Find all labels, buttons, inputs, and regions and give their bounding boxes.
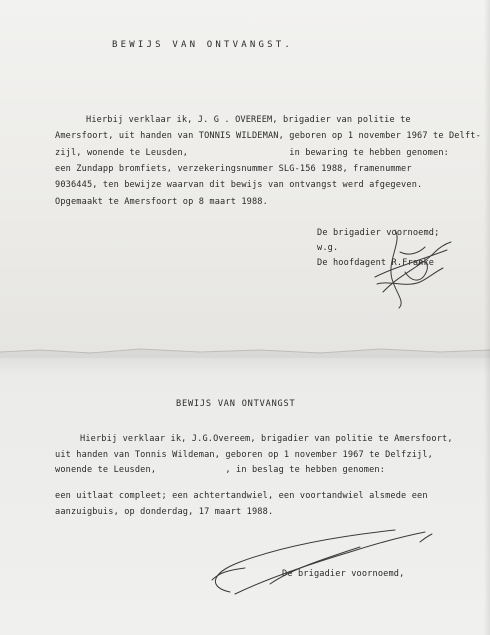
body-line: Opgemaakt te Amersfoort op 8 maart 1988. xyxy=(55,197,268,207)
signature-label: De hoofdagent R.Franke xyxy=(317,258,435,268)
body-line: wonende te Leusden, , in beslag te hebben genomen: xyxy=(55,465,386,475)
body-line: een Zundapp bromfiets, verzekeringsnummer SLG-156 1988, framenummer xyxy=(55,164,412,174)
handwritten-signature-bottom xyxy=(200,522,440,602)
body-line: zijl, wonende te Leusden, in bewaring te hebben genomen: xyxy=(55,148,449,158)
body-line: een uitlaat compleet; een achtertandwiel, een voortandwiel alsmede een xyxy=(55,491,428,501)
page-title: BEWIJS VAN ONTVANGST. xyxy=(112,40,293,50)
paper-tear-edge xyxy=(0,344,490,358)
signature-label: w.g. xyxy=(317,243,339,253)
page-title-bottom: BEWIJS VAN ONTVANGST xyxy=(176,399,296,409)
body-line: Hierbij verklaar ik, J. G . OVEREEM, brigadier van politie te xyxy=(86,115,411,125)
body-line: Amersfoort, uit handen van TONNIS WILDEMAN, geboren op 1 november 1967 te Delft- xyxy=(55,131,481,141)
body-line: aanzuigbuis, op donderdag, 17 maart 1988. xyxy=(55,507,274,517)
signature-label: De brigadier voornoemd; xyxy=(317,228,440,238)
scan-edge-shadow xyxy=(484,0,490,635)
body-line: Hierbij verklaar ik, J.G.Overeem, brigadier van politie te Amersfoort, xyxy=(80,434,453,444)
body-line: 9036445, ten bewijze waarvan dit bewijs van ontvangst werd afgegeven. xyxy=(55,180,423,190)
handwritten-signature xyxy=(365,222,455,312)
body-line: uit handen van Tonnis Wildeman, geboren op 1 november 1967 te Delfzijl, xyxy=(55,450,433,460)
signature-label: De brigadier voornoemd, xyxy=(282,569,405,579)
